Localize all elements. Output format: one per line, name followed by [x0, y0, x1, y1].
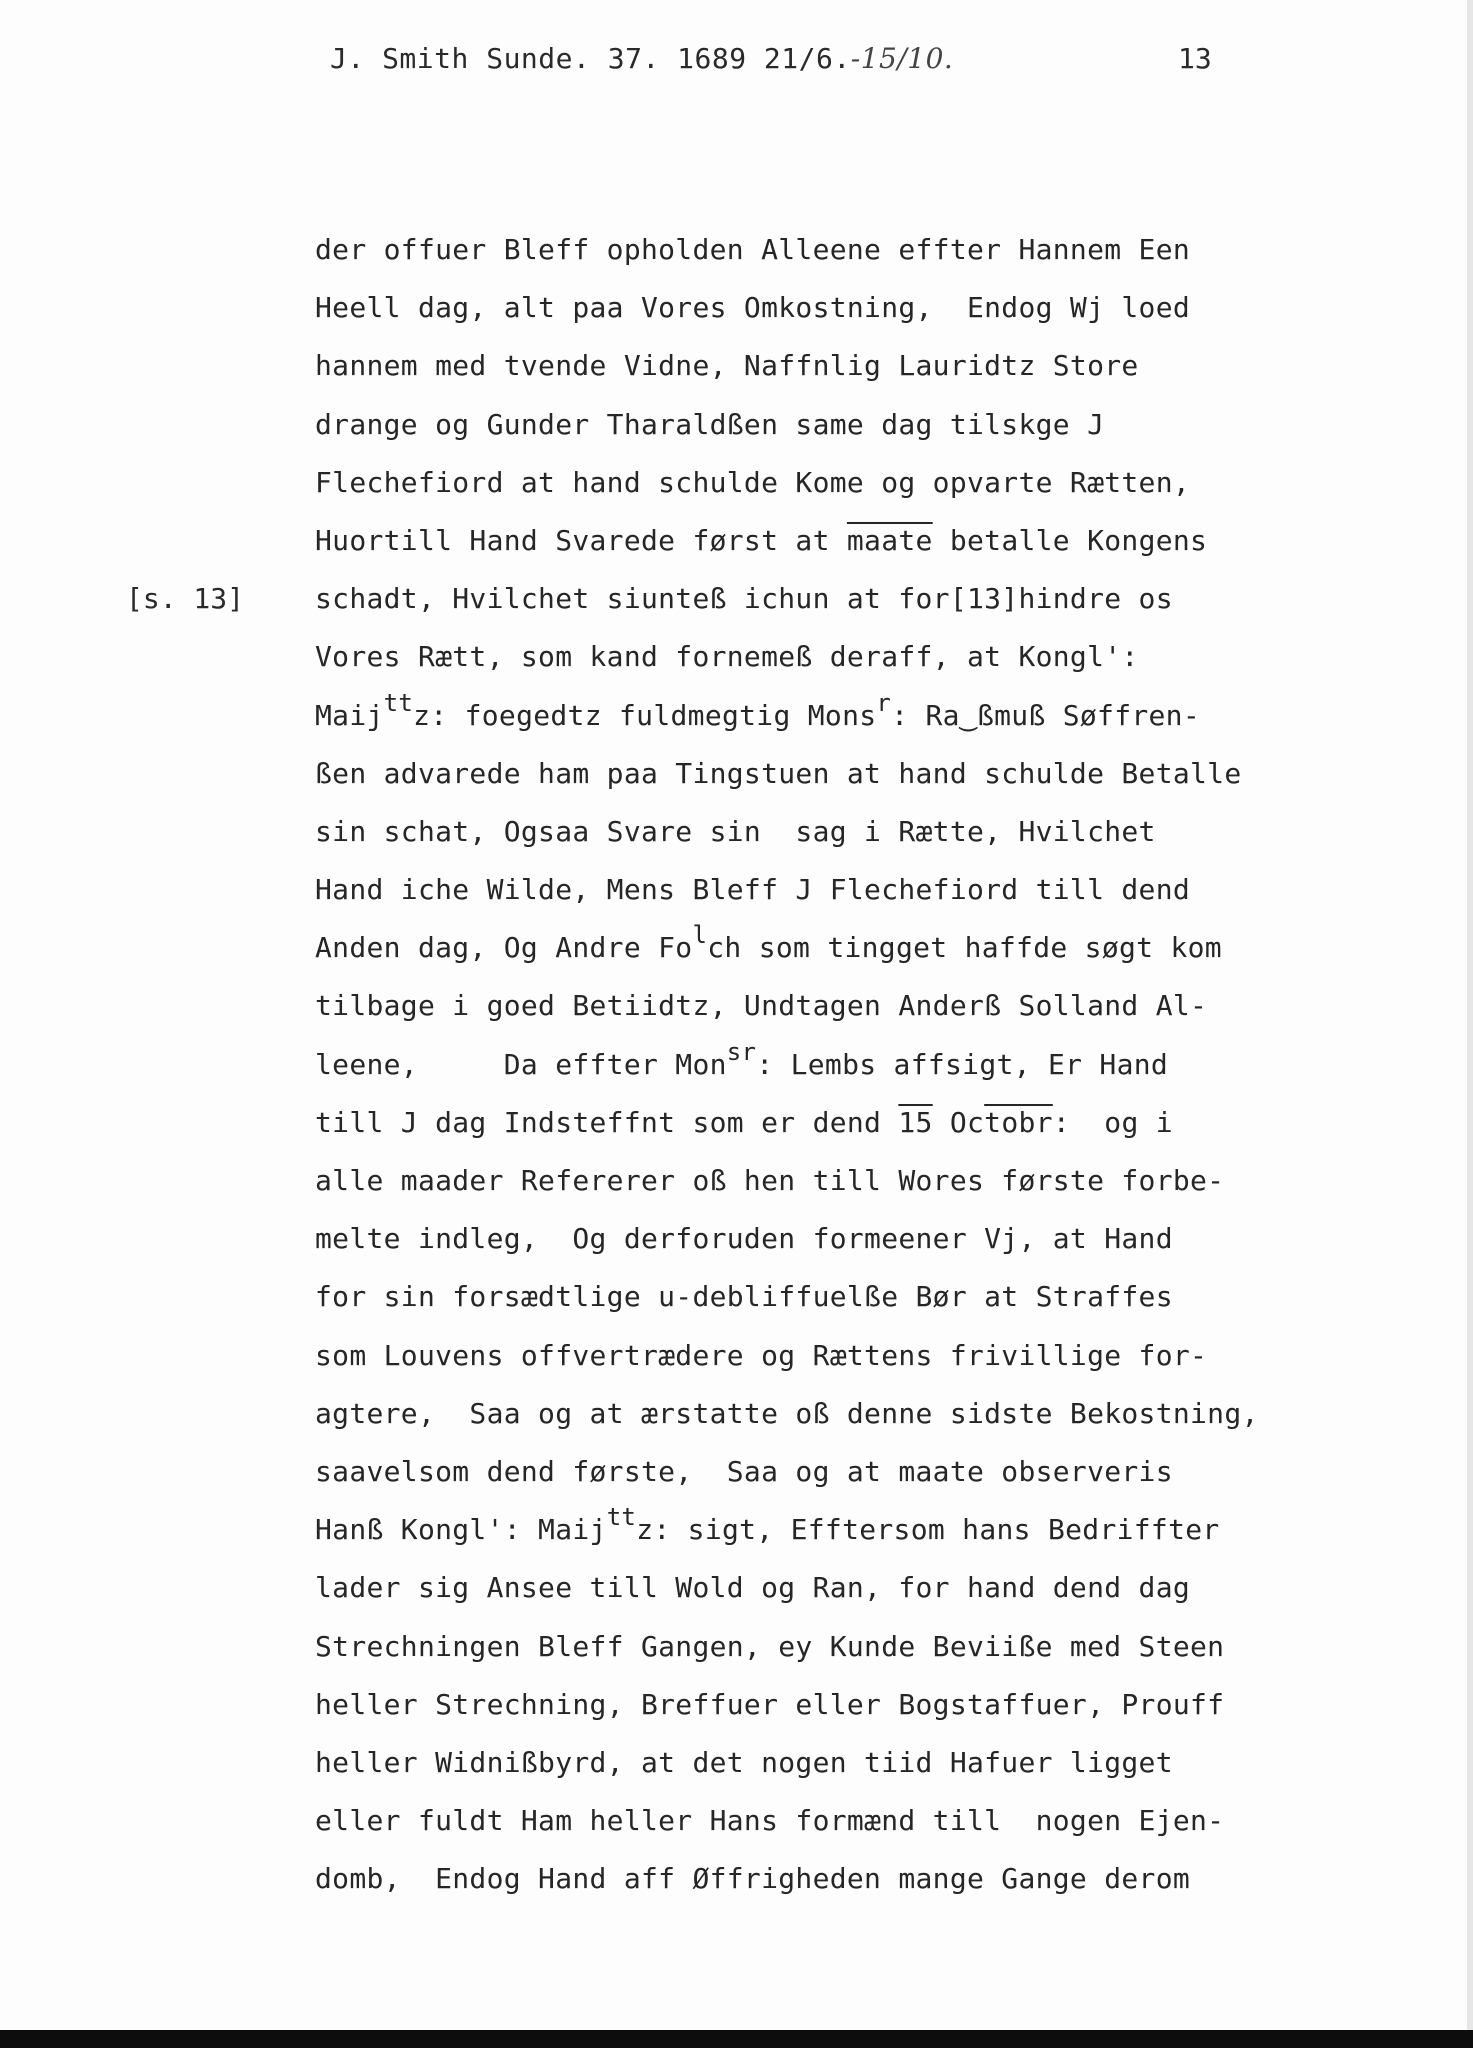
text-line: sin schat, Ogsaa Svare sin sag i Rætte, Hvilchet: [315, 814, 1156, 848]
text-line: hannem med tvende Vidne, Naffnlig Lauridtz Store: [315, 349, 1139, 383]
text-line: der offuer Bleff opholden Alleene effter Hannem Een: [315, 233, 1191, 266]
superscript: tt: [383, 688, 414, 717]
text-line: Heell dag, alt paa Vores Omkostning, Endog Wj loed: [315, 291, 1191, 325]
page-number: 13: [1178, 42, 1212, 75]
text-line: Hand iche Wilde, Mens Bleff J Flechefiord till dend: [315, 873, 1191, 907]
text-line: for sin forsædtlige u-debliffuelße Bør at Straffes: [315, 1280, 1173, 1314]
text-line: Vores Rætt, som kand fornemeß deraff, at Kongl':: [315, 640, 1139, 674]
text-line: Strechningen Bleff Gangen, ey Kunde Beviiße med Steen: [315, 1629, 1225, 1663]
text-line: drange og Gunder Tharaldßen same dag tilskge J: [315, 407, 1105, 441]
superscript: l: [692, 921, 708, 950]
header-title: J. Smith Sunde. 37. 1689 21/6.: [330, 42, 851, 75]
text-line: Maijttz: foegedtz fuldmegtig Monsr: Ra‿ßmuß Søffren-: [315, 688, 1200, 732]
page-header: [330, 42, 953, 75]
superscript: r: [876, 688, 892, 717]
text-line: saavelsom dend første, Saa og at maate observeris: [315, 1454, 1173, 1488]
text-line: heller Widnißbyrd, at det nogen tiid Hafuer ligget: [315, 1745, 1173, 1779]
abbreviation-mark: maate: [846, 523, 933, 557]
text-line: eller fuldt Ham heller Hans formænd till nogen Ejen-: [315, 1804, 1225, 1838]
text-line: Flechefiord at hand schulde Kome og opvarte Rætten,: [315, 465, 1191, 499]
text-line: alle maader Refererer oß hen till Wores første forbe-: [315, 1164, 1225, 1197]
body-text: [315, 230, 1315, 1917]
text-line: som Louvens offvertrædere og Rættens frivillige for-: [315, 1338, 1208, 1372]
abbreviation-mark: tobr: [984, 1105, 1053, 1139]
text-line: leene, Da effter Monsr: Lembs affsigt, Er Hand: [315, 1037, 1169, 1081]
superscript: sr: [726, 1037, 757, 1066]
text-line: domb, Endog Hand aff Øffrigheden mange Gange derom: [315, 1862, 1191, 1896]
superscript: tt: [606, 1503, 637, 1532]
text-line: lader sig Ansee till Wold og Ran, for hand dend dag: [315, 1571, 1191, 1605]
text-line: Huortill Hand Svarede først at maate betalle Kongens: [315, 523, 1208, 557]
abbreviation-mark: 15: [898, 1105, 933, 1139]
text-line: tilbage i goed Betiidtz, Undtagen Anderß Solland Al-: [315, 989, 1208, 1023]
text-line: heller Strechning, Breffuer eller Bogstaffuer, Prouff: [315, 1687, 1225, 1721]
text-line: melte indleg, Og derforuden formeener Vj, at Hand: [315, 1222, 1173, 1256]
scan-border: [0, 2030, 1473, 2048]
text-line: schadt, Hvilchet siunteß ichun at for[13]hindre os: [315, 582, 1173, 616]
scan-edge: [1467, 0, 1473, 2048]
text-line: agtere, Saa og at ærstatte oß denne sidste Bekostning,: [315, 1396, 1259, 1430]
text-line: ßen advarede ham paa Tingstuen at hand schulde Betalle: [315, 756, 1242, 790]
margin-note: [s. 13]: [126, 582, 245, 615]
text-line: till J dag Indsteffnt som er dend 15 Octobr: og i: [315, 1105, 1173, 1139]
text-line: Hanß Kongl': Maijttz: sigt, Efftersom hans Bedriffter: [315, 1503, 1220, 1547]
text-line: Anden dag, Og Andre Folch som tingget haffde søgt kom: [315, 921, 1222, 965]
handwritten-date: -15/10.: [850, 42, 954, 75]
